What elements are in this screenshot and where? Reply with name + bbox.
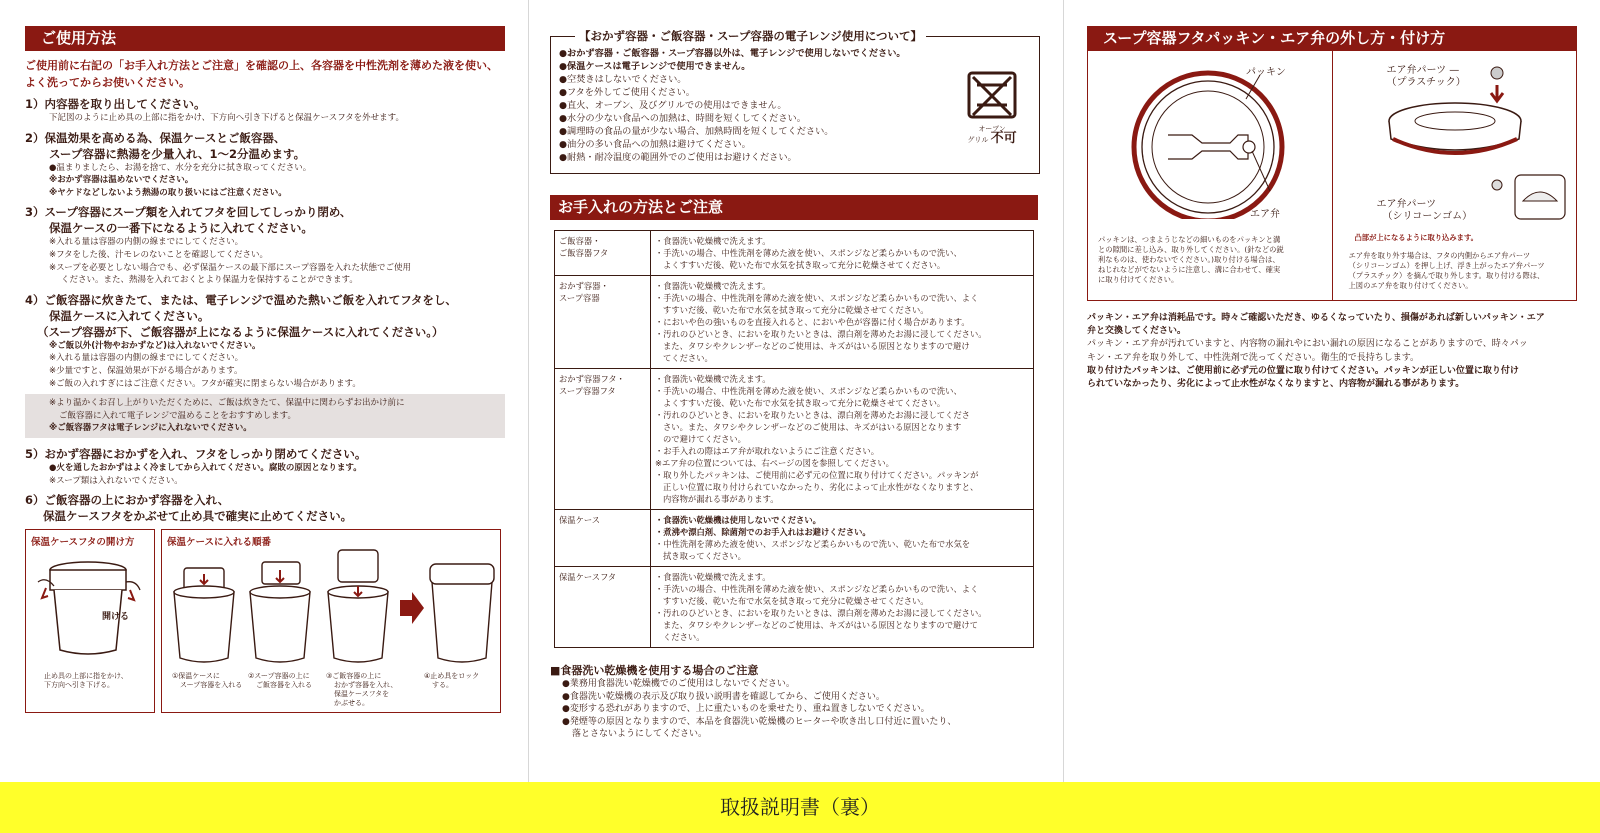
- usage-column: [25, 0, 505, 782]
- packing-column: [1087, 0, 1577, 782]
- packing-note-line: 弁と交換してください。: [1087, 326, 1187, 337]
- usage-intro: ご使用前に右記の「お手入れ方法とご注意」を確認の上、各容器を中性洗剤を薄めた液を使い、よく洗ってからお使いください。: [25, 59, 498, 89]
- step-1-note: 下記図のように止め具の上部に指をかけ、下方向へ引き下げると保温ケースフタを外せます。: [49, 113, 404, 123]
- care-row-content: ・食器洗い乾燥機で洗えます。 ・手洗いの場合、中性洗剤を薄めた液を使い、スポンジなど柔らかいもので洗い、よく すすいだ後、乾いた布で水気を拭き取って充分に乾燥させてください。 ・汚れのひどいとき、においを取りたいときは、漂白剤を薄めたお湯に浸してください。 また、タワシやクレンザーなどのご使用は、キズがはいる原因となりますので避けて ください。: [651, 567, 1034, 648]
- dishwasher-notes: ●業務用食器洗い乾燥機でのご使用はしないでください。 ●食器洗い乾燥機の表示及び取り扱い説明書を確認してから、ご使用ください。 ●変形する恐れがありますので、上に重たいものを乗せたり、重ね置きしないでください。 ●発煙等の原因となりますので、本品を食器洗い乾燥機のヒーターや吹き出し口付近に置いたり、 落とさないようにしてください。: [562, 679, 957, 739]
- care-table: [554, 230, 1034, 648]
- care-row: [555, 369, 1034, 510]
- packing-note-line: られていなかったり、劣化によって止水性がなくなりますと、内容物が漏れる事があります。: [1087, 379, 1465, 390]
- dishwasher-title: ■食器洗い乾燥機を使用する場合のご注意: [550, 664, 759, 677]
- step-4-note: ※ご飯以外(汁物やおかずなど)は入れないでください。: [49, 340, 261, 351]
- care-row: [555, 567, 1034, 648]
- air-valve-diagram: エア弁パーツ — （プラスチック） エア弁パーツ （シリコーンゴム） 凸部が上になるように取り込みます。 エア弁を取り外す場合は、フタの内側からエア弁パーツ （シリコーンゴム）を押し上げ、浮き上がったエア弁パーツ （プラスチック）を摘んで取り外します。取り付ける際は、 上図のエア弁を取り付けてください。: [1332, 51, 1577, 300]
- step-2-note: ※おかず容器は温めないでください。: [49, 175, 194, 186]
- rice-tip-box: ※より温かくお召し上がりいただくために、ご飯は炊きたて、保温中に関わらずお出かけ前に ご飯容器に入れて電子レンジで温めることをおすすめします。 ※ご飯容器フタは電子レンジに入れないでください。: [25, 394, 505, 438]
- step-3-note: ください。また、熱湯を入れておくとより保温力を保持することができます。: [61, 275, 358, 286]
- step-4-note: ※入れる量は容器の内側の線までにしてください。: [49, 353, 244, 364]
- illustrations: [25, 529, 505, 713]
- step-5-title: 5）おかず容器におかずを入れ、フタをしっかり閉めてください。: [25, 446, 367, 461]
- packing-diagrams: [1087, 51, 1577, 301]
- microwave-notice: 【おかず容器・ご飯容器・スープ容器の電子レンジ使用について】 ●おかず容器・ご飯容器・スープ容器以外は、電子レンジで使用しないでください。 ●保温ケースは電子レンジで使用できません。 ●空焚きはしないでください。 ●フタを外してご使用ください。 ●直火、オーブン、及びグリルでの使用はできません。 ●水分の少ない食品への加熱は、時間を短くしてください。 ●調理時の食品の量が少ない場合、加熱時間を短くしてください。 ●油分の多い食品への加熱は避けてください。 ●耐熱・耐冷温度の範囲外でのご使用はお避けください。 オーブン グリル 不可: [550, 36, 1040, 174]
- packing-header: スープ容器フタパッキン・エア弁の外し方・付け方: [1087, 26, 1577, 51]
- packing-note-line: 取り付けたパッキンは、ご使用前に必ず元の位置に取り付けてください。パッキンが正しい位置に取り付け: [1087, 365, 1519, 376]
- usage-header: ご使用方法: [25, 26, 505, 51]
- step-3-note: ※フタをした後、汁モレのないことを確認してください。: [49, 249, 269, 260]
- packing-diagram: パッキン エア弁 パッキンは、つまようじなどの細いものをパッキンと溝 との隙間に差し込み、取り外してください。(針などの鋭 利なものは、使わないでください。)取り付ける場合は、 ねじれなどがでないように注意し、溝に合わせて、確実 に取り付けてください。: [1088, 51, 1332, 300]
- care-row-label: 保温ケース: [555, 510, 651, 567]
- care-row-label: 保温ケースフタ: [555, 567, 651, 648]
- packing-note-line: キン・エア弁を取り外して、中性洗剤で洗ってください。衛生的で長持ちします。: [1087, 352, 1420, 363]
- step-3-title: 3）スープ容器にスープ類を入れてフタを回してしっかり閉め、 保温ケースの一番下になるように入れてください。: [25, 205, 352, 236]
- care-row: [555, 231, 1034, 276]
- step-6-title: 6）ご飯容器の上におかず容器を入れ、 保温ケースフタをかぶせて止め具で確実に止めてください。: [25, 493, 353, 524]
- step-2-note: ※ヤケドなどしないよう熱湯の取り扱いにはご注意ください。: [49, 187, 287, 198]
- assembly-order-illustration: 保温ケースに入れる順番 ①保温ケースに スープ容器を入れる ②スープ容器の上に ご飯容器を入れる ③ご飯容器の上に おかず容器を入れ、 保温ケースフタを かぶせる。 ④止め具をロック する。: [161, 529, 501, 713]
- step-4-note: ※ご飯の入れすぎにはご注意ください。フタが確実に閉まらない場合があります。: [49, 378, 361, 389]
- divider-right: [1063, 0, 1064, 782]
- step-5-note: ●火を通したおかずはよく冷ましてから入れてください。腐敗の原因となります。: [49, 462, 362, 473]
- step-3-note: ※スープを必要としない場合でも、必ず保温ケースの最下部にスープ容器を入れた状態でご使用: [49, 262, 412, 273]
- care-row: [555, 510, 1034, 567]
- care-row-content: ・食器洗い乾燥機で洗えます。 ・手洗いの場合、中性洗剤を薄めた液を使い、スポンジなど柔らかいもので洗い、 よくすすいだ後、乾いた布で水気を拭き取って充分に乾燥させてください。: [651, 231, 1034, 276]
- care-row-label: おかず容器・ スープ容器: [555, 276, 651, 369]
- step-4-note: ※少量ですと、保温効果が下がる場合があります。: [49, 365, 243, 376]
- step-1-title: 1）内容器を取り出してください。: [25, 97, 206, 111]
- care-row: [555, 276, 1034, 369]
- packing-note-line: パッキン・エア弁が汚れていますと、内容物の漏れやにおい漏れの原因になることがありますので、時々パッ: [1087, 339, 1528, 350]
- packing-notes: [1087, 312, 1577, 391]
- care-column: [550, 0, 1040, 782]
- step-2-note: ●温まりましたら、お湯を捨て、水分を充分に拭き取ってください。: [49, 162, 312, 173]
- step-5-note: ※スープ類は入れないでください。: [49, 475, 183, 486]
- lid-packing-icon: [1088, 69, 1328, 219]
- care-row-content: ・食器洗い乾燥機で洗えます。 ・手洗いの場合、中性洗剤を薄めた液を使い、スポンジなど柔らかいもので洗い、よく すすいだ後、乾いた布で水気を拭き取って充分に乾燥させてください。 ・においや色の強いものを直接入れると、においや色が容器に付く場合があります。 ・汚れのひどいとき、においを取りたいときは、漂白剤を薄めたお湯に浸してください。 また、タワシやクレンザーなどのご使用は、キズがはいる原因となりますので避け てください。: [651, 276, 1034, 369]
- care-row-label: ご飯容器・ ご飯容器フタ: [555, 231, 651, 276]
- packing-note-line: パッキン・エア弁は消耗品です。時々ご確認いただき、ゆるくなっていたり、損傷があれば新しいパッキン・エア: [1087, 313, 1545, 323]
- care-row-label: おかず容器フタ・ スープ容器フタ: [555, 369, 651, 510]
- document-footer: 取扱説明書（裏）: [0, 782, 1600, 833]
- step-2-title: 2）保温効果を高める為、保温ケースとご飯容器、 スープ容器に熱湯を少量入れ、1～2分温めます。: [25, 130, 306, 161]
- no-oven-grill-icon: オーブン グリル 不可: [963, 67, 1021, 159]
- step-4-title: 4）ご飯容器に炊きたて、または、電子レンジで温めた熱いご飯を入れてフタをし、 保温ケースに入れてください。 （スープ容器が下、ご飯容器が上になるように保温ケースに入れてください。）: [25, 292, 457, 339]
- care-row-content: ・食器洗い乾燥機は使用しないでください。 ・煮沸や漂白剤、除菌剤でのお手入れはお避けください。 ・中性洗剤を薄めた液を使い、スポンジなど柔らかいもので洗い、乾いた布で水気を 拭き取ってください。: [651, 510, 1034, 567]
- divider-left: [528, 0, 529, 782]
- care-row-content: ・食器洗い乾燥機で洗えます。 ・手洗いの場合、中性洗剤を薄めた液を使い、スポンジなど柔らかいもので洗い、 よくすすいだ後、乾いた布で水気を拭き取って充分に乾燥させてください。 ・汚れのひどいとき、においを取りたいときは、漂白剤を薄めたお湯に浸してくださ さい。また、タワシやクレンザーなどのご使用は、キズがはいる原因となります ので避けてください。 ・お手入れの際はエア弁が取れないようにご注意ください。 ※エア弁の位置については、右ページの図を参照してください。 ・取り外したパッキンは、ご使用前に必ず元の位置に取り付けてください。パッキンが 正しい位置に取り付けられていなかったり、劣化によって止水性がなくなりますと、 内容物が漏れる事があります。: [651, 369, 1034, 510]
- care-header: お手入れの方法とご注意: [550, 195, 1038, 220]
- lid-open-illustration: 保温ケースフタの開け方 開ける 止め具の上部に指をかけ、 下方向へ引き下げる。: [25, 529, 155, 713]
- step-3-note: ※入れる量は容器の内側の線までにしてください。: [49, 237, 244, 248]
